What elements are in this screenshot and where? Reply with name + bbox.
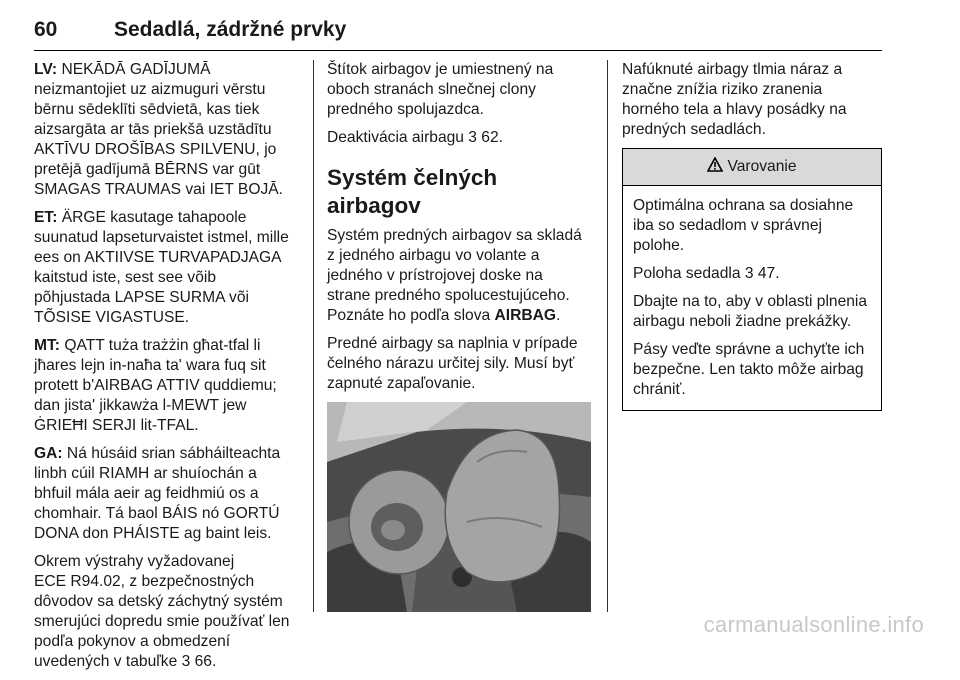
body-paragraph: Nafúknuté airbagy tlmia náraz a značne znížia riziko zranenia horného tela a hlavy posádky na predných sedadlách. bbox=[622, 61, 847, 138]
warning-title: Varovanie bbox=[727, 158, 797, 175]
body-paragraph: Systém predných airbagov sa skladá z jedného airbagu vo volante a jedného v prístrojovej doske na strane predného spolucestujúceho. Poznáte ho podľa slova AIRBAG. bbox=[327, 227, 582, 324]
column-divider bbox=[607, 60, 608, 612]
section-title: Sedadlá, zádržné prvky bbox=[114, 18, 347, 41]
warning-box-body bbox=[623, 186, 881, 410]
watermark: carmanualsonline.info bbox=[703, 612, 924, 637]
language-label: ET: bbox=[34, 209, 58, 226]
airbag-photo bbox=[327, 402, 591, 612]
language-label: GA: bbox=[34, 445, 63, 462]
body-paragraph: Štítok airbagov je umiestnený na oboch stranách slnečnej clony predného spolujazdca. bbox=[327, 61, 554, 118]
page-reference-link[interactable]: 3 47. bbox=[744, 265, 780, 282]
warning-paragraph: Pásy veďte správne a uchyťte ich bezpečne. Len takto môže airbag chrániť. bbox=[633, 341, 865, 398]
section-heading: Systém čelných airbagov bbox=[327, 165, 498, 218]
column-2 bbox=[327, 60, 593, 612]
warning-paragraph: Poloha sedadla 3 47. bbox=[633, 265, 780, 282]
language-label: LV: bbox=[34, 61, 58, 78]
page-reference-link[interactable]: 3 66. bbox=[181, 653, 217, 670]
page-number: 60 bbox=[34, 18, 58, 41]
column-3 bbox=[622, 60, 882, 411]
column-1 bbox=[34, 60, 302, 680]
airbag-keyword: AIRBAG bbox=[494, 307, 557, 324]
warning-paragraph: Dbajte na to, aby v oblasti plnenia airbagu neboli žiadne prekážky. bbox=[633, 293, 868, 330]
body-paragraph: Okrem výstrahy vyžadovanej ECE R94.02, z bezpečnostných dôvodov sa detský záchytný systém smerujúci dopredu smie používať len podľa pokynov a obmedzení uvedených v tabuľke 3 66. bbox=[34, 553, 290, 670]
page-header bbox=[34, 18, 882, 51]
warning-text-et: ET: ÄRGE kasutage tahapoole suunatud lapseturvaistet istmel, mille ees on AKTIIVSE TURVAPADJAGA kaitstud iste, sest see võib põhjustada LAPSE SURMA või TÕSISE VIGASTUSE. bbox=[34, 209, 289, 326]
warning-text-mt: MT: QATT tuża trażżin għat-tfal li jħares lejn in-naħa ta' wara fuq sit protett b'AIRBAG ATTIV quddiemu; dan jista' jikkawża l-MEWT jew ĠRIEĦI SERJI lit-TFAL. bbox=[34, 337, 277, 434]
body-paragraph: Predné airbagy sa naplnia v prípade čelného nárazu určitej sily. Musí byť zapnuté zapaľovanie. bbox=[327, 335, 578, 392]
warning-paragraph: Optimálna ochrana sa dosiahne iba so sedadlom v správnej polohe. bbox=[633, 197, 854, 254]
warning-text-lv: LV: NEKĀDĀ GADĪJUMĀ neizmantojiet uz aizmuguri vērstu bērnu sēdeklīti sēdvietā, kas tiek aizsargāta ar tās priekšā uzstādītu AKTĪVU DROŠĪBAS SPILVENU, jo pretējā gadījumā BĒRNS var gūt SMAGAS TRAUMAS vai IET BOJĀ. bbox=[34, 61, 283, 198]
body-paragraph: Deaktivácia airbagu 3 62. bbox=[327, 129, 503, 146]
warning-text-ga: GA: Ná húsáid srian sábháilteachta linbh cúil RIAMH ar shuíochán a bhfuil mála aeir ag feidhmiú os a chomhair. Tá baol BÁIS nó GORTÚ DONA don PHÁISTE ag baint leis. bbox=[34, 445, 281, 542]
warning-triangle-icon bbox=[707, 157, 723, 178]
column-divider bbox=[313, 60, 314, 612]
warning-box-header bbox=[623, 149, 881, 186]
language-label: MT: bbox=[34, 337, 60, 354]
warning-box bbox=[622, 148, 882, 411]
page-reference-link[interactable]: 3 62. bbox=[468, 129, 503, 146]
